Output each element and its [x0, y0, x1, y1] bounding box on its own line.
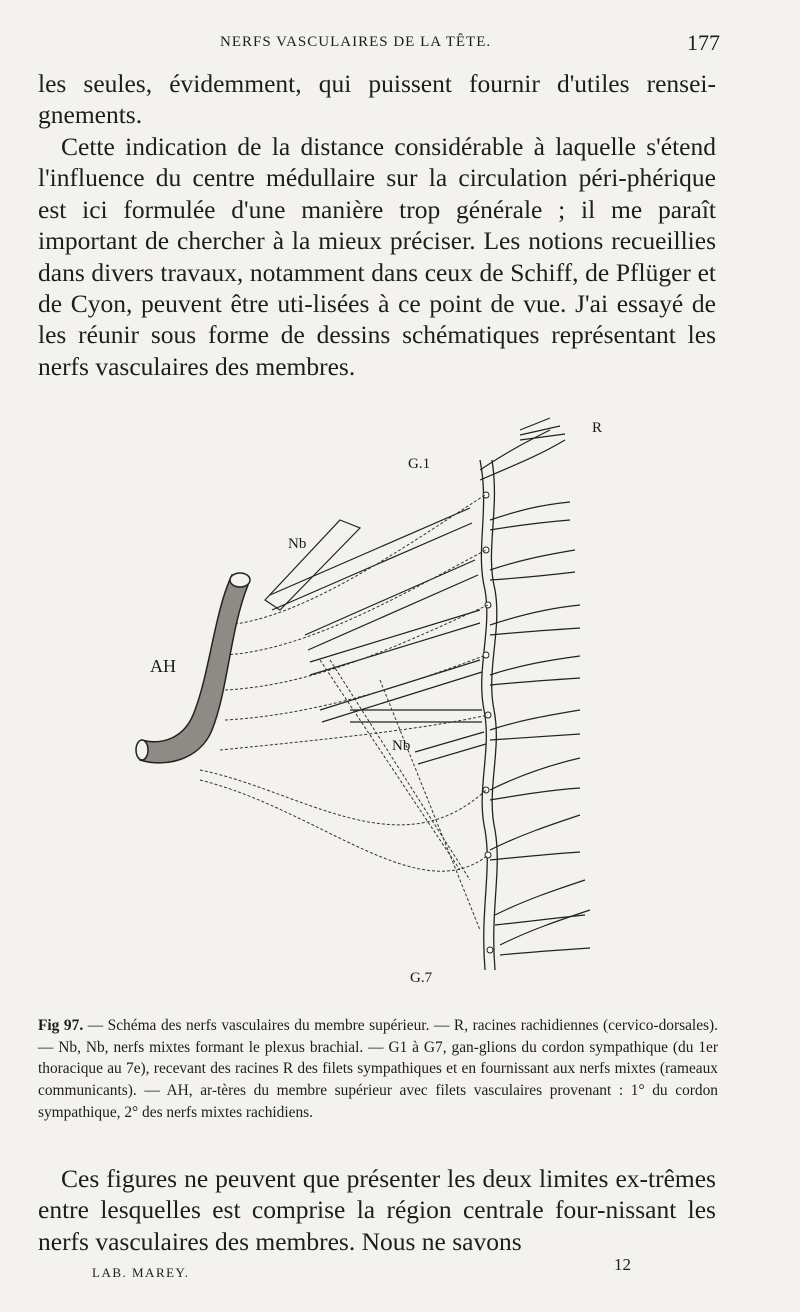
paragraph-1: les seules, évidemment, qui puissent fournir d'utiles rensei-gnements.	[38, 69, 716, 130]
running-title: NERFS VASCULAIRES DE LA TÊTE.	[220, 34, 492, 50]
running-head	[40, 30, 720, 55]
figure-caption	[38, 1015, 718, 1124]
paragraph-2: Cette indication de la distance considérable à laquelle s'étend l'influence du centre médullaire sur la circulation péri-phérique est ici formulée d'une manière trop générale ; il me paraît important de chercher à la mieux préciser. Les notions recueillies dans divers travaux, notamment dans ceux de Schiff, de Pflüger et de Cyon, peuvent être uti-lisées à ce point de vue. J'ai essayé de les réunir sous forme de dessins schématiques représentant les nerfs vasculaires des membres.	[38, 132, 716, 381]
figure-number: Fig 97.	[38, 1017, 84, 1034]
label-ah: AH	[150, 656, 176, 676]
label-g1: G.1	[408, 456, 431, 472]
caption-text: — Schéma des nerfs vasculaires du membre supérieur. — R, racines rachidiennes (cervico-dorsales). — Nb, Nb, nerfs mixtes formant le plexus brachial. — G1 à G7, gan-glions du cordon sympathique (du 1er thoracique au 7e), recevant des racines R des filets sympathiques et en fournissant aux nerfs mixtes (rameaux communicants). — AH, ar-tères du membre supérieur avec filets vasculaires provenant : 1° du cordon sympathique, 2° des nerfs mixtes rachidiens.	[38, 1017, 718, 1121]
printer-signature: LAB. MAREY.	[92, 1265, 190, 1280]
vascular-filaments	[200, 495, 488, 930]
label-g7: G.7	[410, 970, 433, 986]
signature-number: 12	[614, 1255, 631, 1274]
paragraph-3: Ces figures ne peuvent que présenter les deux limites ex-trêmes entre lesquelles est comprise la région centrale four-nissant les nerfs vasculaires des membres. Nous ne savons	[38, 1164, 716, 1256]
label-nb-mid: Nb	[392, 738, 411, 754]
label-nb-top: Nb	[288, 536, 307, 552]
label-r: R	[592, 420, 603, 436]
nerve-schema-figure	[120, 410, 640, 1000]
page-number: 177	[687, 30, 720, 55]
